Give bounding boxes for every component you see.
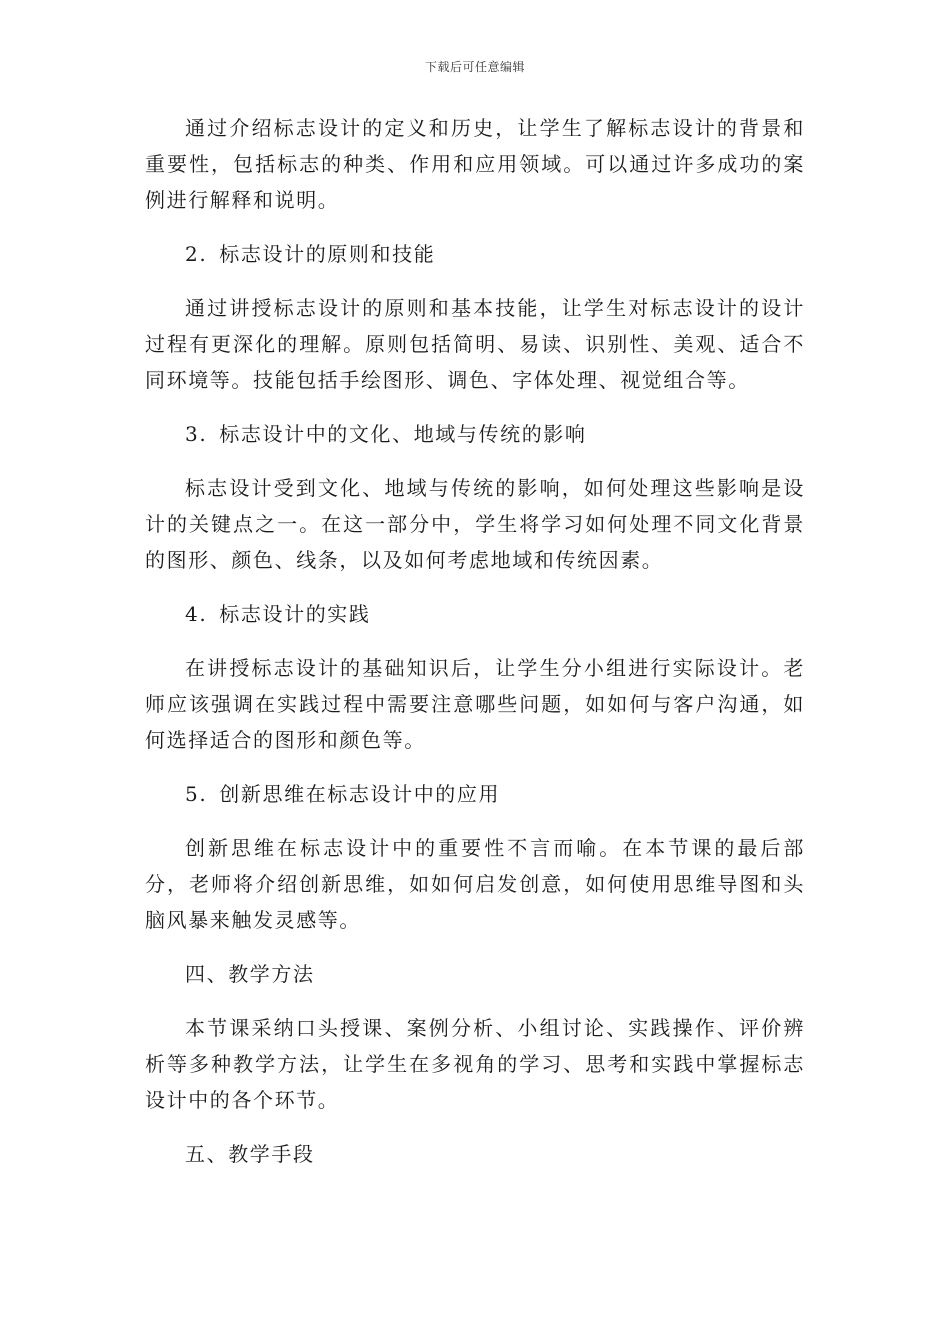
section-title: 标志设计的实践 — [219, 602, 371, 626]
section-heading-4 — [145, 596, 805, 632]
paragraph-practice: 在讲授标志设计的基础知识后，让学生分小组进行实际设计。老师应该强调在实践过程中需要注意哪些问题，如如何与客户沟通，如何选择适合的图形和颜色等。 — [145, 656, 805, 752]
paragraph-intro: 通过介绍标志设计的定义和历史，让学生了解标志设计的背景和重要性，包括标志的种类、作用和应用领域。可以通过许多成功的案例进行解释和说明。 — [145, 116, 805, 212]
section-heading-teaching-means — [145, 1136, 805, 1172]
paragraph-culture: 标志设计受到文化、地域与传统的影响，如何处理这些影响是设计的关键点之一。在这一部分中，学生将学习如何处理不同文化背景的图形、颜色、线条，以及如何考虑地域和传统因素。 — [145, 476, 805, 572]
section-number: 4. — [185, 602, 208, 626]
section-heading-teaching-methods — [145, 956, 805, 992]
section-heading-5 — [145, 776, 805, 812]
section-number: 3. — [185, 422, 208, 446]
paragraph-innovation: 创新思维在标志设计中的重要性不言而喻。在本节课的最后部分，老师将介绍创新思维，如如何启发创意，如何使用思维导图和头脑风暴来触发灵感等。 — [145, 836, 805, 932]
section-title: 标志设计的原则和技能 — [219, 242, 436, 266]
section-heading-3 — [145, 416, 805, 452]
section-title: 标志设计中的文化、地域与传统的影响 — [219, 422, 587, 446]
paragraph-methods: 本节课采纳口头授课、案例分析、小组讨论、实践操作、评价辨析等多种教学方法，让学生在多视角的学习、思考和实践中掌握标志设计中的各个环节。 — [145, 1016, 805, 1112]
section-number: 2. — [185, 242, 208, 266]
section-title: 五、教学手段 — [185, 1142, 315, 1166]
header-note: 下载后可任意编辑 — [424, 60, 525, 74]
document-body — [145, 110, 805, 1190]
section-number: 5. — [185, 782, 208, 806]
paragraph-principles: 通过讲授标志设计的原则和基本技能，让学生对标志设计的设计过程有更深化的理解。原则包括简明、易读、识别性、美观、适合不同环境等。技能包括手绘图形、调色、字体处理、视觉组合等。 — [145, 296, 805, 392]
section-title: 四、教学方法 — [185, 962, 315, 986]
section-heading-2 — [145, 236, 805, 272]
section-title: 创新思维在标志设计中的应用 — [219, 782, 501, 806]
